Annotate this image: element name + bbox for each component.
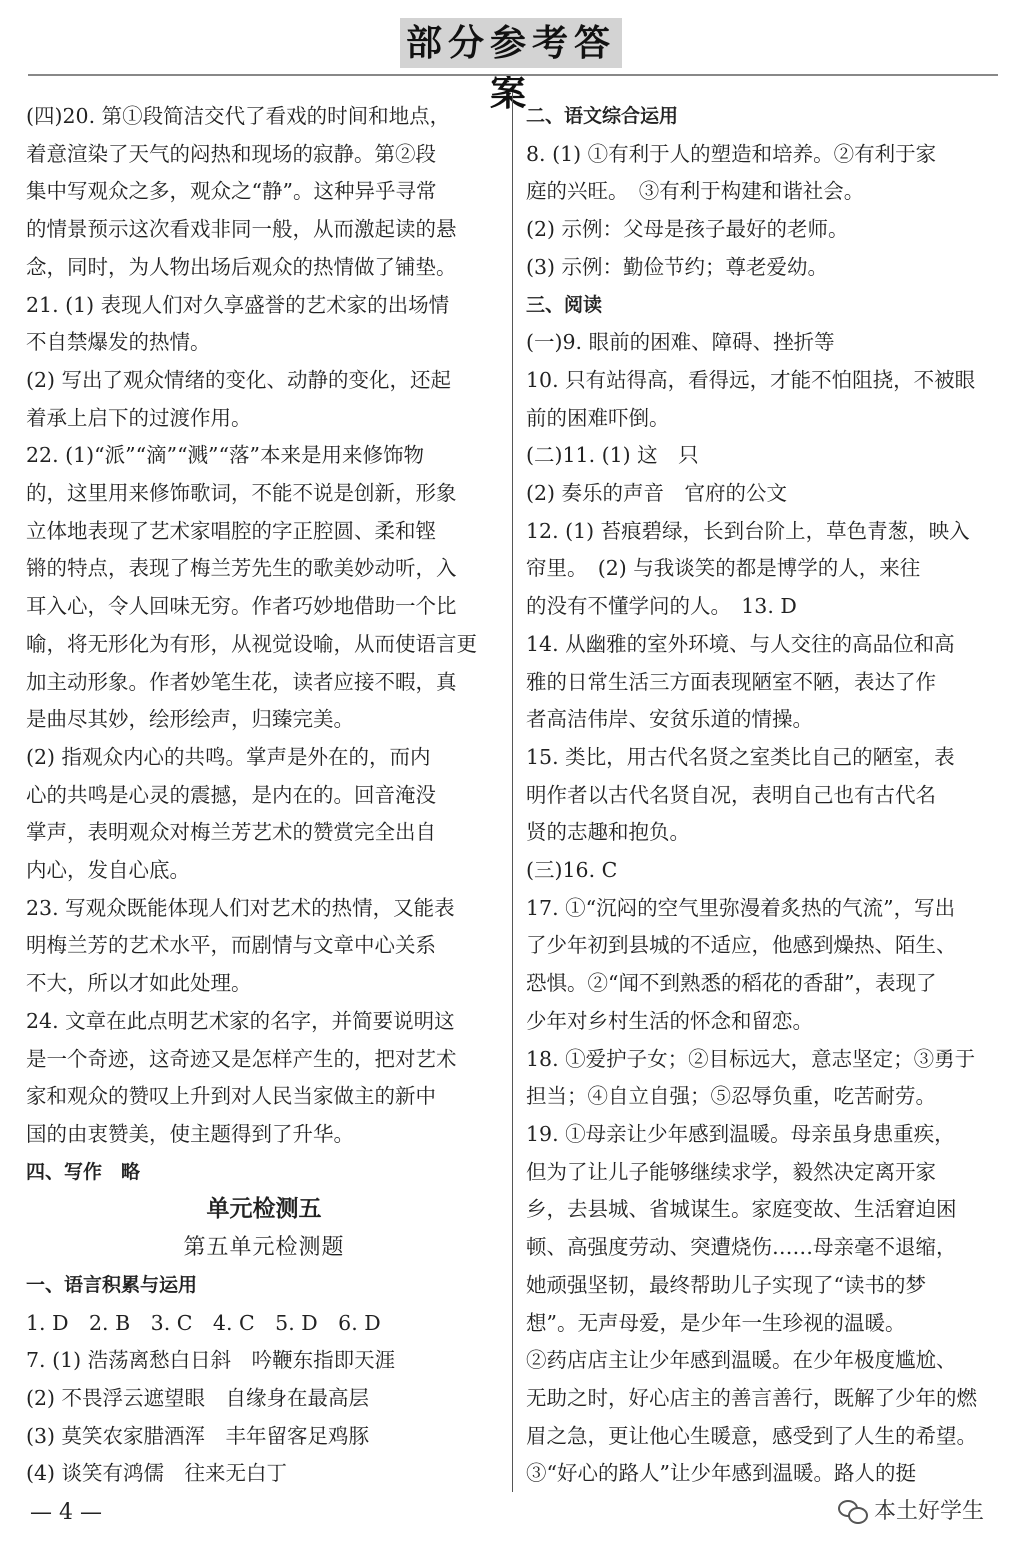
left-column-line: 明梅兰芳的艺术水平，而剧情与文章中心关系: [26, 933, 436, 958]
right-column-line: (三)16. C: [526, 858, 618, 883]
left-column-line: 家和观众的赞叹上升到对人民当家做主的新中: [26, 1084, 436, 1109]
right-column-line: 8. (1) ①有利于人的塑造和培养。②有利于家: [526, 141, 937, 166]
right-column-line: (一)9. 眼前的困难、障碍、挫折等: [526, 330, 835, 355]
left-column-line: 24. 文章在此点明艺术家的名字，并简要说明这: [26, 1008, 455, 1033]
right-column-line: 的没有不懂学问的人。 13. D: [526, 594, 797, 619]
page-title: 部分参考答案: [400, 18, 622, 68]
right-column-line: 无助之时，好心店主的善言善行，既解了少年的燃: [526, 1385, 977, 1410]
left-column-line: 的情景预示这次看戏非同一般，从而激起读的悬: [26, 217, 457, 242]
left-column-line: 是一个奇迹，这奇迹又是怎样产生的，把对艺术: [26, 1046, 457, 1071]
right-column-line: 但为了让儿子能够继续求学，毅然决定离开家: [526, 1159, 936, 1184]
left-column-line: (2) 不畏浮云遮望眼 自缘身在最高层: [26, 1385, 370, 1410]
header-rule: [28, 74, 998, 76]
watermark-text: 本土好学生: [874, 1499, 985, 1524]
right-column-line: 帘里。 (2) 与我谈笑的都是博学的人，来往: [526, 556, 921, 581]
right-column-line: 她顽强坚韧，最终帮助儿子实现了“读书的梦: [526, 1272, 926, 1297]
left-column-line: 不自禁爆发的热情。: [26, 330, 211, 355]
right-column-line: 少年对乡村生活的怀念和留恋。: [526, 1008, 813, 1033]
left-column-line: 21. (1) 表现人们对久享盛誉的艺术家的出场情: [26, 292, 450, 317]
left-column-line: 念，同时，为人物出场后观众的热情做了铺垫。: [26, 254, 457, 279]
right-column-line: 前的困难吓倒。: [526, 405, 670, 430]
left-column-line: 心的共鸣是心灵的震撼，是内在的。回音淹没: [26, 782, 436, 807]
right-column-line: (2) 示例：父母是孩子最好的老师。: [526, 217, 849, 242]
left-column-line: (2) 写出了观众情绪的变化、动静的变化，还起: [26, 367, 452, 392]
right-column-line: 二、语文综合运用: [526, 105, 679, 127]
right-column-line: 明作者以古代名贤自况，表明自己也有古代名: [526, 782, 936, 807]
left-column-line: 喻，将无形化为有形，从视觉设喻，从而使语言更: [26, 631, 477, 656]
right-column-line: 17. ①“沉闷的空气里弥漫着炙热的气流”，写出: [526, 895, 956, 920]
right-column-line: 眉之急，更让他心生暖意，感受到了人生的希望。: [526, 1423, 977, 1448]
right-column-line: 12. (1) 苔痕碧绿，长到台阶上，草色青葱，映入: [526, 518, 970, 543]
left-column-line: 的，这里用来修饰歌词，不能不说是创新，形象: [26, 481, 457, 506]
right-column-line: 担当；④自立自强；⑤忍辱负重，吃苦耐劳。: [526, 1084, 936, 1109]
page-header: [0, 0, 1024, 114]
left-column-line: 着意渲染了天气的闷热和现场的寂静。第②段: [26, 141, 436, 166]
watermark: [838, 1494, 984, 1525]
page-number: — 4 —: [30, 1500, 102, 1525]
right-column: [526, 98, 1002, 1493]
left-column-line: 是曲尽其妙，绘形绘声，归臻完美。: [26, 707, 354, 732]
column-divider: [512, 92, 513, 1492]
left-column-line: (4) 谈笑有鸿儒 往来无白丁: [26, 1461, 288, 1486]
right-column-line: 恐惧。②“闻不到熟悉的稻花的香甜”，表现了: [526, 971, 937, 996]
right-column-line: (3) 示例：勤俭节约；尊老爱幼。: [526, 254, 829, 279]
left-column-line: 一、语言积累与运用: [26, 1273, 198, 1296]
left-column-line: 23. 写观众既能体现人们对艺术的热情，又能表: [26, 895, 455, 920]
left-column-line: 第五单元检测题: [183, 1235, 345, 1261]
left-column-line: 着承上启下的过渡作用。: [26, 405, 252, 430]
left-column-line: 四、写作 略: [26, 1160, 141, 1183]
left-column-line: 加主动形象。作者妙笔生花，读者应接不暇，真: [26, 669, 457, 694]
left-column-line: (2) 指观众内心的共鸣。掌声是外在的，而内: [26, 744, 431, 769]
right-column-line: ②药店店主让少年感到温暖。在少年极度尴尬、: [526, 1348, 957, 1373]
left-column-line: 7. (1) 浩荡离愁白日斜 吟鞭东指即天涯: [26, 1348, 396, 1373]
right-column-line: 14. 从幽雅的室外环境、与人交往的高品位和高: [526, 631, 955, 656]
right-column-line: 15. 类比，用古代名贤之室类比自己的陋室，表: [526, 744, 955, 769]
left-column-line: 1. D 2. B 3. C 4. C 5. D 6. D: [26, 1310, 381, 1335]
right-column-line: 贤的志趣和抱负。: [526, 820, 690, 845]
left-column-line: 国的由衷赞美，使主题得到了升华。: [26, 1121, 354, 1146]
left-column-line: 锵的特点，表现了梅兰芳先生的歌美妙动听，入: [26, 556, 457, 581]
right-column-line: ③“好心的路人”让少年感到温暖。路人的挺: [526, 1461, 916, 1486]
right-column-line: 10. 只有站得高，看得远，才能不怕阻挠，不被眼: [526, 367, 976, 392]
right-column-line: 顿、高强度劳动、突遭烧伤……母亲毫不退缩，: [526, 1235, 957, 1260]
left-column: [26, 98, 502, 1493]
left-column-line: 耳入心，令人回味无穷。作者巧妙地借助一个比: [26, 594, 457, 619]
right-column-line: 者高洁伟岸、安贫乐道的情操。: [526, 707, 813, 732]
left-column-line: 单元检测五: [206, 1196, 322, 1223]
right-column-line: 19. ①母亲让少年感到温暖。母亲虽身患重疾，: [526, 1121, 955, 1146]
right-column-line: (2) 奏乐的声音 官府的公文: [526, 481, 788, 506]
right-column-line: 雅的日常生活三方面表现陋室不陋，表达了作: [526, 669, 936, 694]
right-column-line: 三、阅读: [526, 293, 603, 316]
left-column-line: 内心，发自心底。: [26, 858, 190, 883]
right-column-line: 乡，去县城、省城谋生。家庭变故、生活窘迫困: [526, 1197, 957, 1222]
left-column-line: (四)20. 第①段简洁交代了看戏的时间和地点，: [26, 104, 451, 128]
wechat-icon: [838, 1498, 868, 1522]
left-column-line: 集中写观众之多，观众之“静”。这种异乎寻常: [26, 179, 437, 204]
left-column-line: (3) 莫笑农家腊酒浑 丰年留客足鸡豚: [26, 1423, 370, 1448]
left-column-line: 掌声，表明观众对梅兰芳艺术的赞赏完全出自: [26, 820, 436, 845]
right-column-line: 18. ①爱护子女；②目标远大，意志坚定；③勇于: [526, 1046, 976, 1071]
left-column-line: 立体地表现了艺术家唱腔的字正腔圆、柔和铿: [26, 518, 436, 543]
left-column-line: 22. (1)“派”“滴”“溅”“落”本来是用来修饰物: [26, 443, 424, 468]
right-column-line: (二)11. (1) 这 只: [526, 443, 699, 468]
right-column-line: 想”。无声母爱，是少年一生珍视的温暖。: [526, 1310, 906, 1335]
left-column-line: 不大，所以才如此处理。: [26, 971, 252, 996]
right-column-line: 庭的兴旺。 ③有利于构建和谐社会。: [526, 179, 865, 204]
right-column-line: 了少年初到县城的不适应，他感到燥热、陌生、: [526, 933, 957, 958]
